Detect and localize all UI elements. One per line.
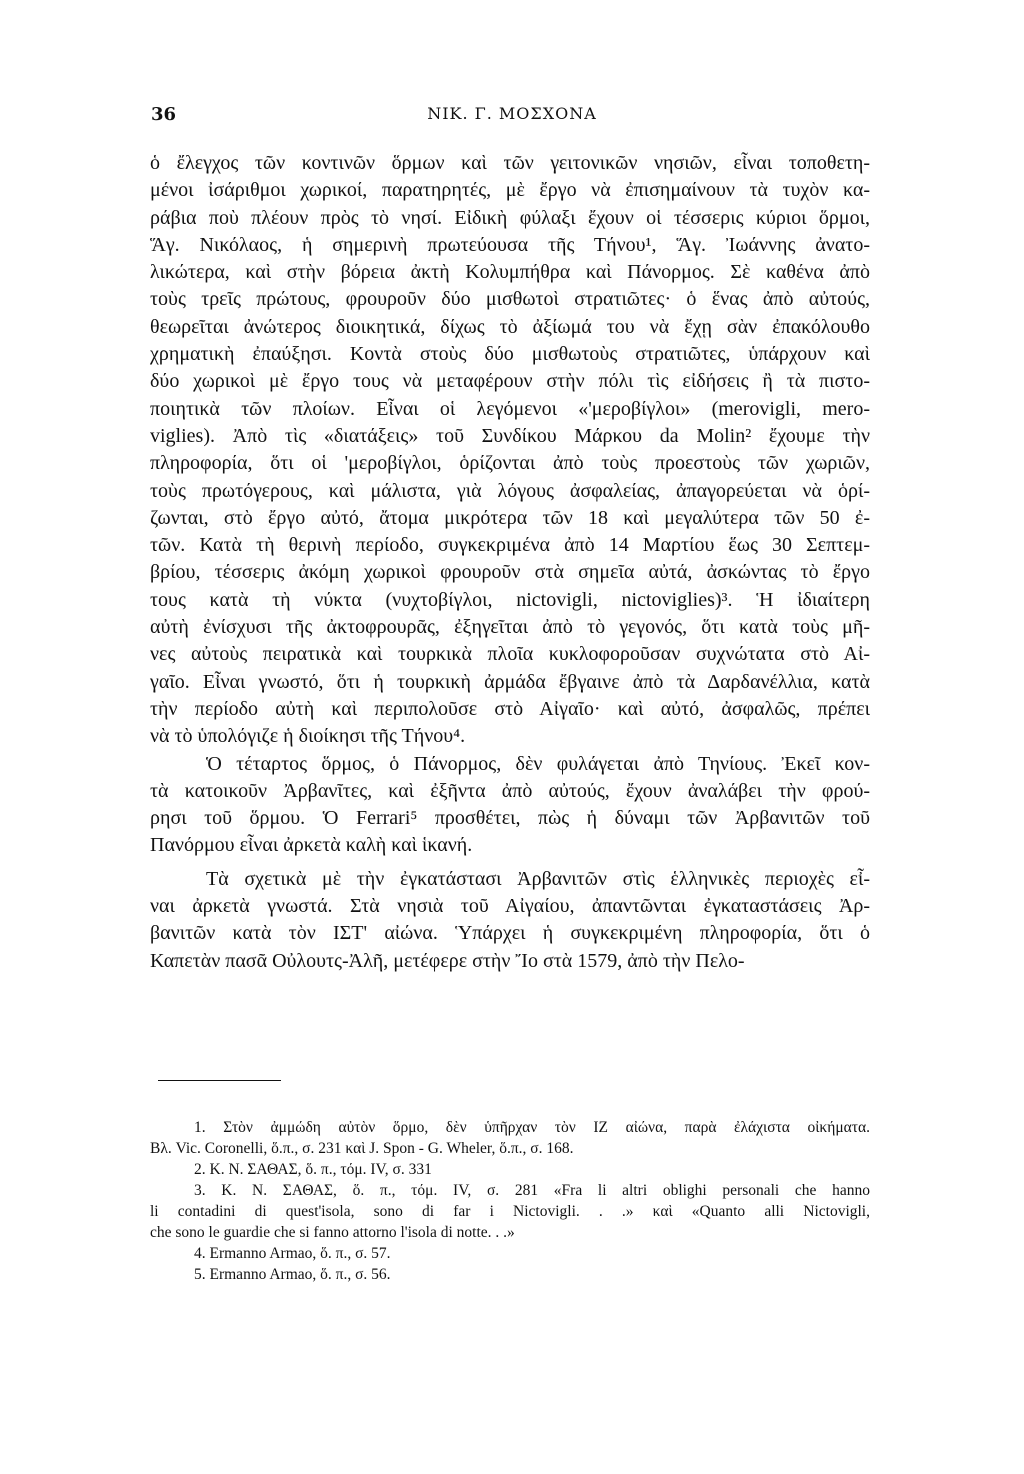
text-line: βανιτῶν κατὰ τὸν ΙΣΤ' αἰώνα. Ὑπάρχει ἡ συγκεκριμένη πληροφορία, ὅτι ὁ <box>150 922 870 945</box>
footnote-line: Βλ. Vic. Coronelli, ὅ.π., σ. 231 καὶ J. Spon - G. Wheler, ὅ.π., σ. 168. <box>150 1140 574 1157</box>
text-line: νὰ τὸ ὑπολόγιζε ἡ διοίκησι τῆς Τήνου⁴. <box>150 725 466 748</box>
text-line: χρηματικὴ ἐπαύξησι. Κοντὰ στοὺς δύο μισθωτοὺς στρατιῶτες, ὑπάρχουν καὶ <box>150 343 870 366</box>
text-line: τὰ κατοικοῦν Ἀρβανῖτες, καὶ ἐξῆντα ἀπὸ αὐτούς, ἔχουν ἀναλάβει τὴν φρού- <box>150 779 870 802</box>
text-line: λικώτερα, καὶ στὴν βόρεια ἀκτὴ Κολυμπήθρα καὶ Πάνορμος. Σὲ καθένα ἀπὸ <box>150 261 870 284</box>
paragraph-1 <box>150 150 870 751</box>
footnote-line: 5. Ermanno Armao, ὅ. π., σ. 56. <box>194 1266 391 1283</box>
text-line: μένοι ἰσάριθμοι χωρικοί, παρατηρητές, μὲ ἔργο νὰ ἐπισημαίνουν τὰ τυχὸν κα- <box>150 179 870 202</box>
text-line: δύο χωρικοὶ μὲ ἔργο τους νὰ μεταφέρουν στὴν πόλι τὶς εἰδήσεις ἢ τὰ πιστο- <box>150 370 870 393</box>
main-text <box>150 150 870 975</box>
text-line: ποιητικὰ τῶν πλοίων. Εἶναι οἱ λεγόμενοι «'μεροβίγλοι» (merovigli, mero- <box>150 397 870 420</box>
footnote-line: che sono le guardie che si fanno attorno l'isola di notte. . .» <box>150 1224 515 1241</box>
text-line: τὴν περίοδο αὐτὴ καὶ περιπολοῦσε στὸ Αἰγαῖο· καὶ αὐτό, ἀσφαλῶς, πρέπει <box>150 697 870 720</box>
text-line: τοὺς τρεῖς πρώτους, φρουροῦν δύο μισθωτοὶ στρατιῶτες· ὁ ἕνας ἀπὸ αὐτούς, <box>150 288 870 311</box>
text-line: νες αὐτοὺς πειρατικὰ καὶ τουρκικὰ πλοῖα κυκλοφοροῦσαν συχνώτατα στὸ Αἰ- <box>150 643 870 666</box>
text-line: πληροφορία, ὅτι οἱ 'μεροβίγλοι, ὁρίζονται ἀπὸ τοὺς προεστοὺς τῶν χωριῶν, <box>150 452 870 475</box>
text-line: τους κατὰ τὴ νύκτα (νυχτοβίγλοι, nictovigli, nictoviglies)³. Ἡ ἰδιαίτερη <box>150 588 870 611</box>
text-line: ζωνται, στὸ ἔργο αὐτό, ἄτομα μικρότερα τῶν 18 καὶ μεγαλύτερα τῶν 50 ἐ- <box>150 506 870 529</box>
text-line: τοὺς πρωτόγερους, καὶ μάλιστα, γιὰ λόγους ἀσφαλείας, ἀπαγορεύεται νὰ ὁρί- <box>150 479 870 502</box>
paragraph-3 <box>150 866 870 975</box>
text-line: Τὰ σχετικὰ μὲ τὴν ἐγκατάστασι Ἀρβανιτῶν στὶς ἑλληνικὲς περιοχὲς εἶ- <box>206 867 870 890</box>
text-line: βρίου, τέσσερις ἀκόμη χωρικοὶ φρουροῦν στὰ σημεῖα αὐτά, ἀσκώντας τὸ ἔργο <box>150 561 870 584</box>
text-line: τῶν. Κατὰ τὴ θερινὴ περίοδο, συγκεκριμένα ἀπὸ 14 Μαρτίου ἕως 30 Σεπτεμ- <box>150 534 870 557</box>
text-line: Ὁ τέταρτος ὅρμος, ὁ Πάνορμος, δὲν φυλάγεται ἀπὸ Τηνίους. Ἐκεῖ κον- <box>206 752 870 775</box>
text-line: Καπετὰν πασᾶ Οὐλουτς-Ἀλῆ, μετέφερε στὴν Ἴο στὰ 1579, ἀπὸ τὴν Πελο- <box>150 949 745 972</box>
text-line: Ἅγ. Νικόλαος, ἡ σημερινὴ πρωτεύουσα τῆς Τήνου¹, Ἅγ. Ἰωάννης ἀνατο- <box>150 233 870 256</box>
paragraph-2 <box>150 751 870 860</box>
text-line: ράβια ποὺ πλέουν πρὸς τὸ νησί. Εἰδικὴ φύλαξι ἔχουν οἱ τέσσερις κύριοι ὅρμοι, <box>150 206 870 229</box>
footnotes <box>150 1117 870 1285</box>
text-line: θεωρεῖται ἀνώτερος διοικητικά, δίχως τὸ ἀξίωμά του νὰ ἔχῃ σὰν ἐπακόλουθο <box>150 315 870 338</box>
page-number: 36 <box>151 104 177 125</box>
text-line: ναι ἀρκετὰ γνωστά. Στὰ νησιὰ τοῦ Αἰγαίου, ἀπαντῶνται ἐγκαταστάσεις Ἀρ- <box>150 895 870 918</box>
running-title: ΝΙΚ. Γ. ΜΟΣΧΟΝΑ <box>427 104 597 123</box>
footnote-line: 3. Κ. Ν. ΣΑΘΑΣ, ὅ. π., τόμ. IV, σ. 281 «Fra li altri oblighi personali che hanno <box>194 1182 870 1199</box>
text-line: ὁ ἔλεγχος τῶν κοντινῶν ὅρμων καὶ τῶν γειτονικῶν νησιῶν, εἶναι τοποθετη- <box>150 152 870 174</box>
footnote-line: 4. Ermanno Armao, ὅ. π., σ. 57. <box>194 1245 391 1262</box>
text-line: γαῖο. Εἶναι γνωστό, ὅτι ἡ τουρκικὴ ἀρμάδα ἔβγαινε ἀπὸ τὰ Δαρδανέλλια, κατὰ <box>150 670 870 693</box>
footnote-line: 2. Κ. Ν. ΣΑΘΑΣ, ὅ. π., τόμ. IV, σ. 331 <box>194 1161 432 1178</box>
footnote-line: 1. Στὸν ἀμμώδη αὐτὸν ὅρμο, δὲν ὑπῆρχαν τὸν ΙΖ αἰώνα, παρὰ ἐλάχιστα οἰκήματα. <box>194 1119 870 1136</box>
footnote-rule <box>158 1080 281 1081</box>
text-line: ρησι τοῦ ὅρμου. Ὁ Ferrari⁵ προσθέτει, πὼς ἡ δύναμι τῶν Ἀρβανιτῶν τοῦ <box>150 807 870 830</box>
text-line: Πανόρμου εἶναι ἀρκετὰ καλὴ καὶ ἱκανή. <box>150 834 473 857</box>
text-line: viglies). Ἀπὸ τὶς «διατάξεις» τοῦ Συνδίκου Μάρκου da Molin² ἔχουμε τὴν <box>150 424 870 447</box>
footnote-line: li contadini di quest'isola, sono di far i Nictovigli. . .» καὶ «Quanto alli Nictovigli, <box>150 1203 870 1220</box>
text-line: αὐτὴ ἐνίσχυσι τῆς ἀκτοφρουρᾶς, ἐξηγεῖται ἀπὸ τὸ γεγονός, ὅτι κατὰ τοὺς μῆ- <box>150 616 870 639</box>
